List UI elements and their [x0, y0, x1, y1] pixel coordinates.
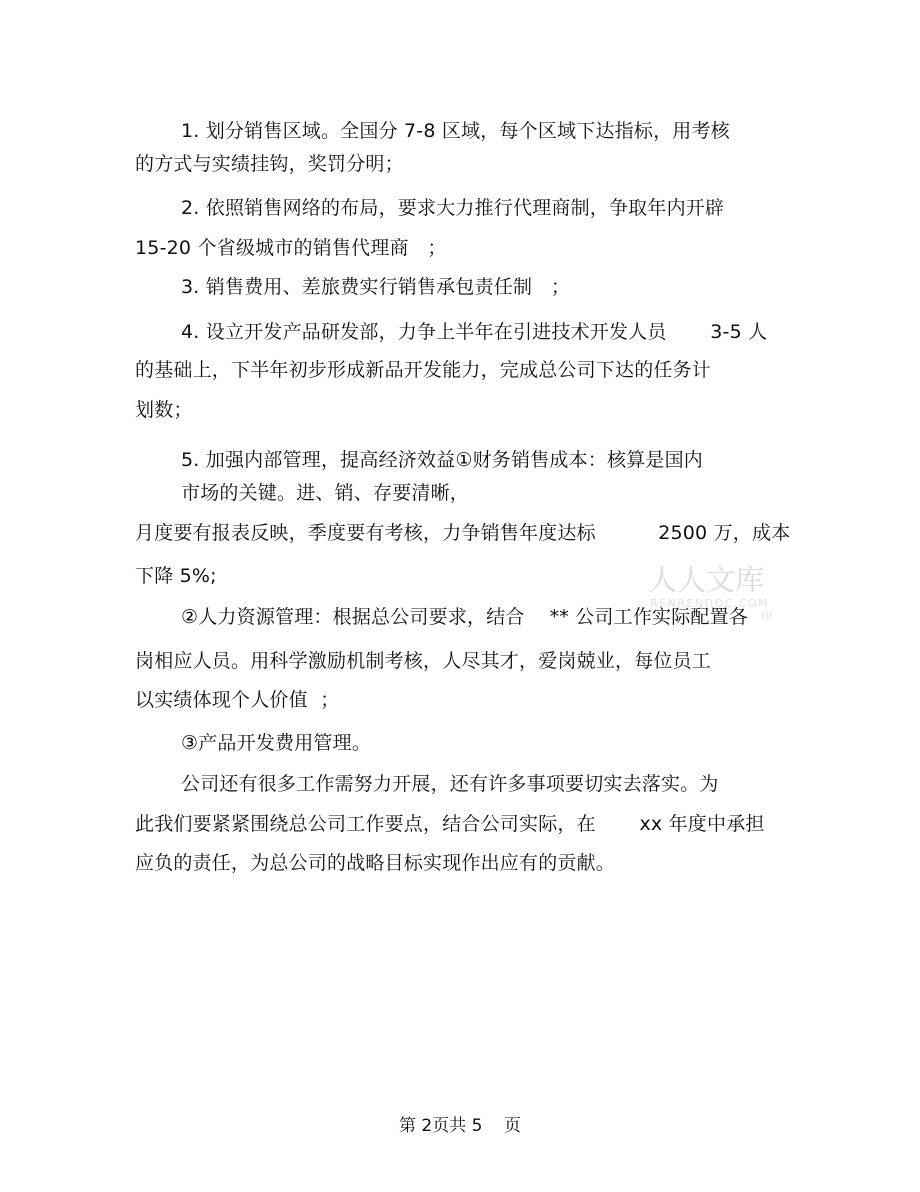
text-line: 5. 加强内部管理，提高经济效益①财务销售成本：核算是国内 [181, 449, 704, 471]
text-line: ②人力资源管理：根据总公司要求，结合 ** 公司工作实际配置各 [181, 606, 749, 628]
watermark-subtitle: RENRENDOC.COM [650, 597, 770, 610]
text-line: 岗相应人员。用科学激励机制考核，人尽其才，爱岗兢业，每位员工 [135, 650, 712, 672]
text-line: 市场的关键。进、销、存要清晰， [181, 482, 470, 504]
text-line: 应负的责任，为总公司的战略目标实现作出应有的贡献。 [135, 852, 616, 874]
text-line: 以实绩体现个人价值 ； [135, 689, 340, 711]
watermark-seal: 印 [761, 610, 772, 623]
text-line: 3. 销售费用、差旅费实行销售承包责任制 ； [181, 276, 571, 298]
text-line: 月度要有报表反映，季度要有考核，力争销售年度达标 2500 万，成本 [135, 522, 791, 544]
watermark-logo [648, 563, 778, 625]
text-line: 2. 依照销售网络的布局，要求大力推行代理商制，争取年内开辟 [181, 197, 725, 219]
page-number: 第 2页共 5 页 [398, 1116, 522, 1136]
watermark-title: 人人文库 [648, 563, 765, 597]
text-line: 1. 划分销售区域。全国分 7-8 区域，每个区域下达指标，用考核 [181, 120, 730, 142]
text-line: 公司还有很多工作需努力开展，还有许多事项要切实去落实。为 [181, 773, 719, 795]
text-line: ③产品开发费用管理。 [181, 732, 372, 754]
text-line: 下降 5%; [135, 565, 217, 587]
text-line: 15-20 个省级城市的销售代理商 ； [135, 237, 447, 259]
text-line: 的方式与实绩挂钩，奖罚分明； [135, 153, 404, 175]
text-line: 的基础上，下半年初步形成新品开发能力，完成总公司下达的任务计 [135, 359, 712, 381]
text-line: 4. 设立开发产品研发部，力争上半年在引进技术开发人员 3-5 人 [181, 321, 768, 343]
text-line: 此我们要紧紧围绕总公司工作要点，结合公司实际，在 xx 年度中承担 [135, 813, 765, 835]
text-line: 划数； [135, 399, 193, 421]
